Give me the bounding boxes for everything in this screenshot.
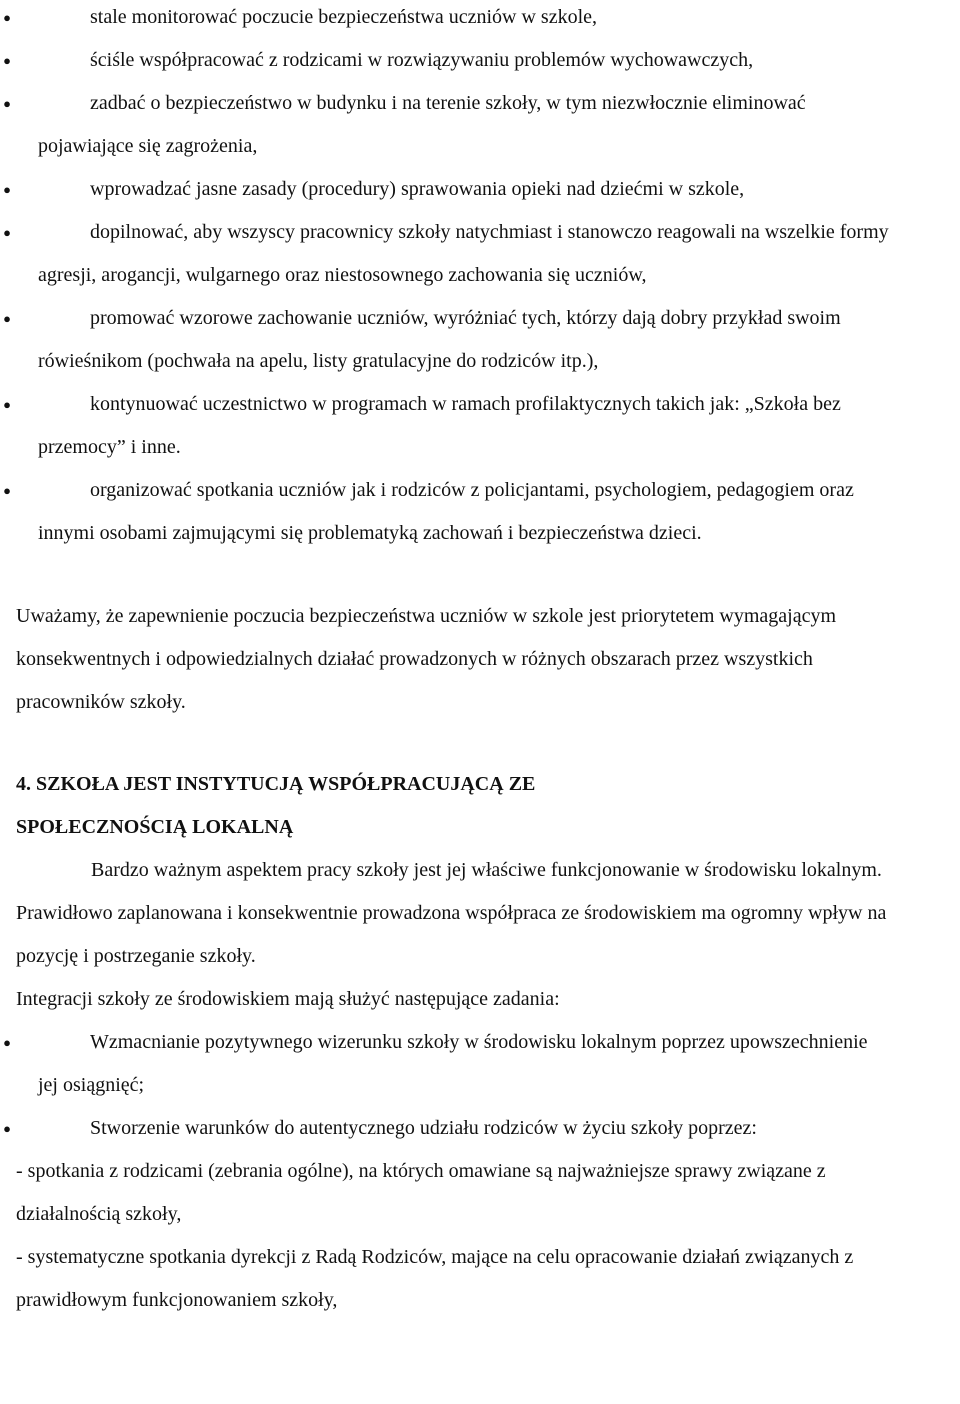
bullet-icon: ●: [3, 311, 11, 326]
section-heading-line-2: SPOŁECZNOŚCIĄ LOKALNĄ: [16, 816, 294, 838]
dash-item: - spotkania z rodzicami (zebrania ogólne), na których omawiane są najważniejsze sprawy związane z działalnością szkoły,: [16, 1160, 826, 1225]
list-item-text: Stworzenie warunków do autentycznego udziału rodziców w życiu szkoły poprzez:: [90, 1117, 757, 1139]
list-item: [0, 168, 944, 211]
list-item: [0, 1021, 944, 1107]
list-item: [0, 469, 944, 555]
list-item-text: ściśle współpracować z rodzicami w rozwiązywaniu problemów wychowawczych,: [90, 49, 754, 71]
bullet-icon: ●: [3, 10, 11, 25]
list-item: [0, 297, 944, 383]
bullet-icon: ●: [3, 397, 11, 412]
dash-list: [0, 1150, 960, 1322]
dash-item: - systematyczne spotkania dyrekcji z Radą Rodziców, mające na celu opracowanie działań związanych z prawidłowym funkcjonowaniem szkoły,: [16, 1246, 854, 1311]
list-item-text: zadbać o bezpieczeństwo w budynku i na terenie szkoły, w tym niezwłocznie eliminować pojawiające się zagrożenia,: [38, 92, 806, 157]
paragraph-cooperation: Bardzo ważnym aspektem pracy szkoły jest jej właściwe funkcjonowanie w środowisku lokalnym. Prawidłowo zaplanowana i konsekwentnie prowadzona współpraca ze środowiskiem ma ogromny wpływ na pozycję i postrzeganie szkoły.: [16, 859, 887, 967]
bullet-icon: ●: [3, 1121, 11, 1136]
list-item-text: Wzmacnianie pozytywnego wizerunku szkoły w środowisku lokalnym poprzez upowszechnienie jej osiągnięć;: [38, 1031, 868, 1096]
list-item: [0, 82, 944, 168]
list-item: [0, 39, 944, 82]
bullet-icon: ●: [3, 53, 11, 68]
tasks-intro: Integracji szkoły ze środowiskiem mają służyć następujące zadania:: [16, 988, 560, 1010]
bullet-icon: ●: [3, 182, 11, 197]
list-item-text: kontynuować uczestnictwo w programach w ramach profilaktycznych takich jak: „Szkoła bez przemocy” i inne.: [38, 393, 841, 458]
bullet-icon: ●: [3, 225, 11, 240]
paragraph-priority: Uważamy, że zapewnienie poczucia bezpieczeństwa uczniów w szkole jest priorytetem wymagającym konsekwentnych i odpowiedzialnych działać prowadzonych w różnych obszarach przez wszystkich pracowników szkoły.: [16, 605, 836, 713]
bullet-icon: ●: [3, 483, 11, 498]
list-item-text: organizować spotkania uczniów jak i rodziców z policjantami, psychologiem, pedagogiem oraz innymi osobami zajmującymi się problematyką zachowań i bezpieczeństwa dzieci.: [38, 479, 854, 544]
bullet-list-top: [0, 0, 960, 555]
list-item: [0, 1107, 944, 1150]
list-item: [0, 0, 944, 39]
list-item-text: wprowadzać jasne zasady (procedury) sprawowania opieki nad dziećmi w szkole,: [90, 178, 745, 200]
list-item: [0, 383, 944, 469]
section-heading-line-1: 4. SZKOŁA JEST INSTYTUCJĄ WSPÓŁPRACUJĄCĄ ZE: [16, 773, 536, 795]
section-heading: [0, 763, 960, 849]
bullet-icon: ●: [3, 1035, 11, 1050]
bullet-icon: ●: [3, 96, 11, 111]
list-item-text: stale monitorować poczucie bezpieczeństwa uczniów w szkole,: [90, 6, 598, 28]
list-item: [0, 211, 944, 297]
bullet-list-bottom: [0, 1021, 960, 1150]
list-item-text: dopilnować, aby wszyscy pracownicy szkoły natychmiast i stanowczo reagowali na wszelkie formy agresji, arogancji, wulgarnego oraz niestosownego zachowania się uczniów,: [38, 221, 889, 286]
list-item-text: promować wzorowe zachowanie uczniów, wyróżniać tych, którzy dają dobry przykład swoim rówieśnikom (pochwała na apelu, listy gratulacyjne do rodziców itp.),: [38, 307, 841, 372]
